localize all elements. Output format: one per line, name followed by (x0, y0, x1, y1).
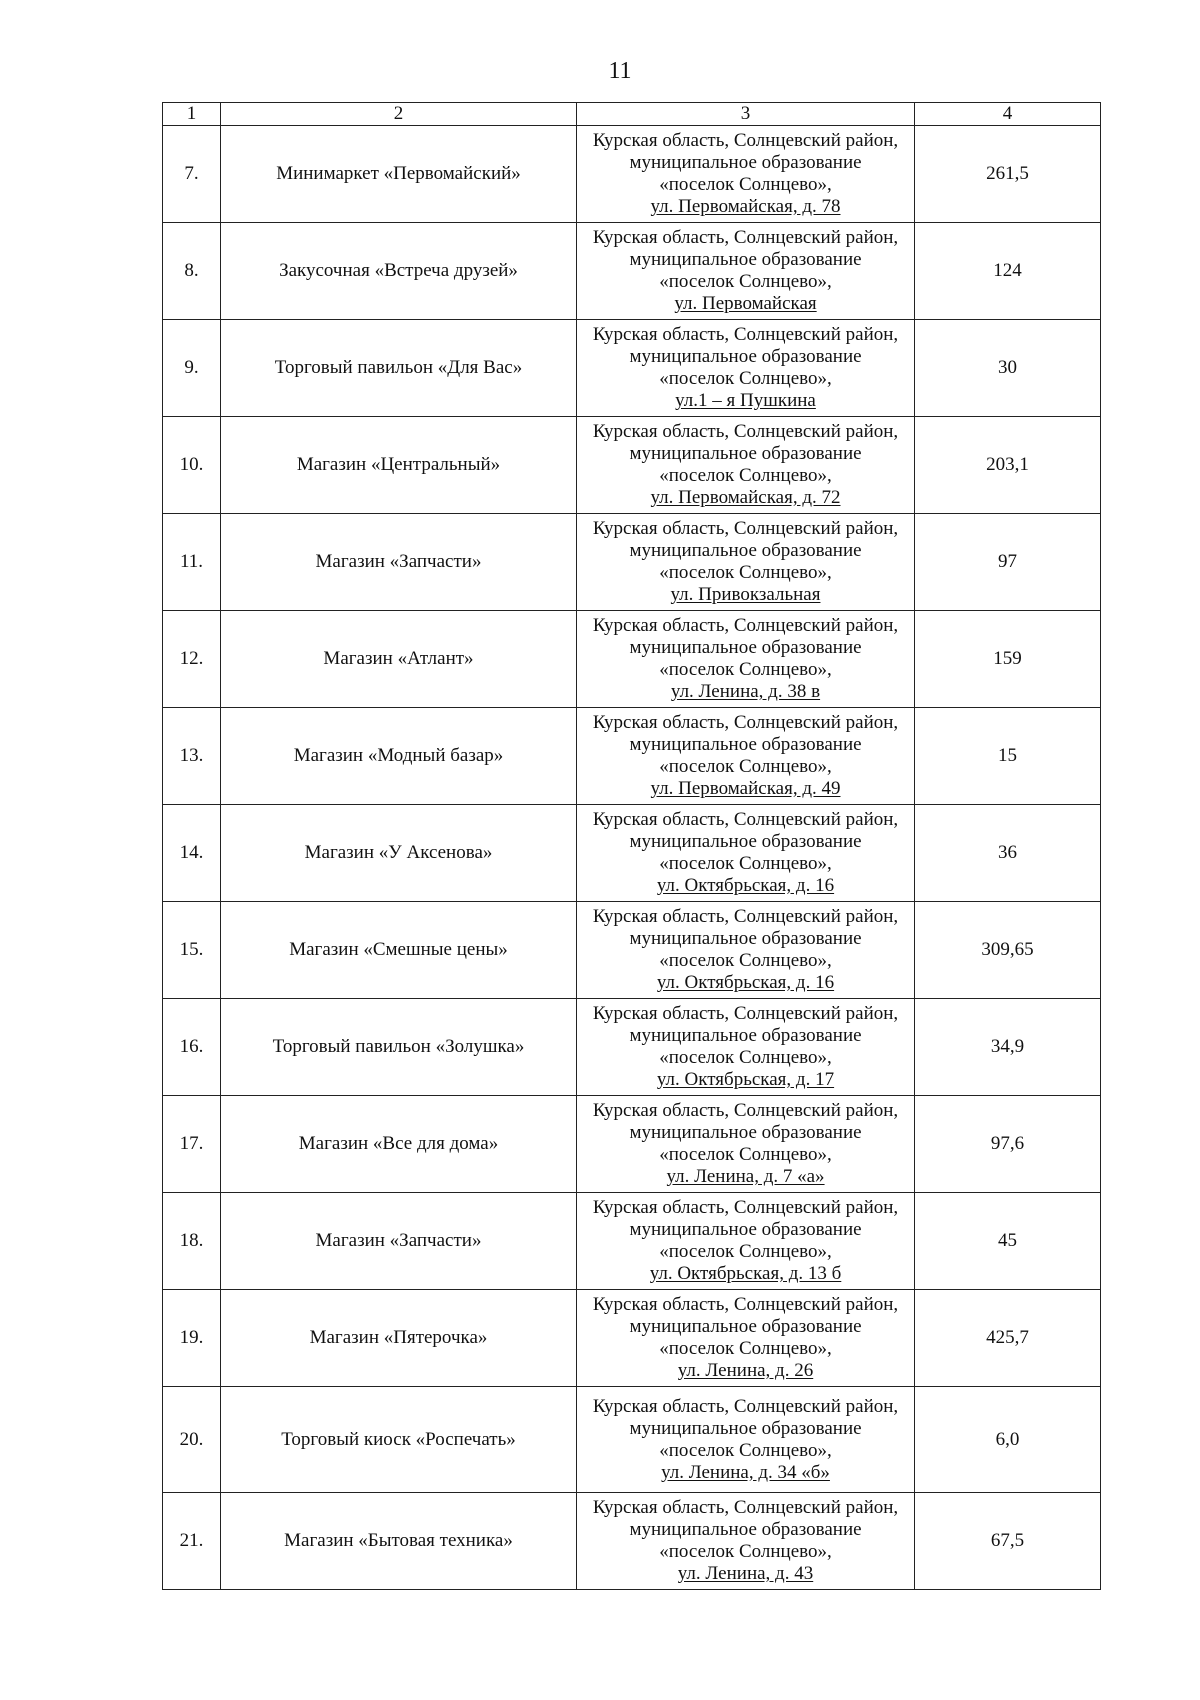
area-value: 34,9 (915, 999, 1101, 1096)
table-row (163, 1096, 1101, 1193)
address-line: Курская область, Солнцевский район, (592, 518, 899, 539)
area-value: 97,6 (915, 1096, 1101, 1193)
object-name: Магазин «Модный базар» (221, 708, 577, 805)
table-row (163, 417, 1101, 514)
object-address (577, 708, 915, 805)
object-address (577, 999, 915, 1096)
table-row (163, 999, 1101, 1096)
address-line: ул. Первомайская, д. 78 (650, 196, 841, 217)
header-row (163, 103, 1101, 126)
row-number: 12. (163, 611, 221, 708)
address-line: муниципальное образование (629, 1519, 862, 1540)
object-address (577, 1290, 915, 1387)
area-value: 203,1 (915, 417, 1101, 514)
object-name: Магазин «У Аксенова» (221, 805, 577, 902)
object-address (577, 611, 915, 708)
table-row (163, 514, 1101, 611)
address-line: Курская область, Солнцевский район, (592, 906, 899, 927)
object-name: Магазин «Запчасти» (221, 1193, 577, 1290)
object-address (577, 417, 915, 514)
address-line: ул. Ленина, д. 34 «б» (661, 1461, 830, 1483)
row-number: 18. (163, 1193, 221, 1290)
row-number: 21. (163, 1493, 221, 1590)
object-name: Магазин «Бытовая техника» (221, 1493, 577, 1590)
object-address (577, 514, 915, 611)
address-line: Курская область, Солнцевский район, (592, 421, 899, 442)
address-line: ул. Ленина, д. 38 в (670, 681, 821, 702)
row-number: 14. (163, 805, 221, 902)
area-value: 15 (915, 708, 1101, 805)
table-row (163, 611, 1101, 708)
row-number: 7. (163, 126, 221, 223)
table-row (163, 1387, 1101, 1493)
row-number: 17. (163, 1096, 221, 1193)
object-name: Магазин «Центральный» (221, 417, 577, 514)
object-name: Магазин «Запчасти» (221, 514, 577, 611)
address-line: муниципальное образование (629, 1122, 862, 1143)
address-line: ул. Октябрьская, д. 13 б (649, 1263, 842, 1284)
row-number: 11. (163, 514, 221, 611)
address-line: Курская область, Солнцевский район, (592, 227, 899, 248)
address-line: муниципальное образование (629, 1417, 862, 1439)
address-line: Курская область, Солнцевский район, (592, 1395, 899, 1417)
table-row (163, 1290, 1101, 1387)
object-name: Торговый павильон «Для Вас» (221, 320, 577, 417)
address-line: муниципальное образование (629, 928, 862, 949)
address-line: муниципальное образование (629, 831, 862, 852)
object-address (577, 223, 915, 320)
address-line: Курская область, Солнцевский район, (592, 324, 899, 345)
table-row (163, 805, 1101, 902)
address-line: «поселок Солнцево», (659, 1439, 832, 1461)
object-name: Минимаркет «Первомайский» (221, 126, 577, 223)
address-line: муниципальное образование (629, 346, 862, 367)
address-line: Курская область, Солнцевский район, (592, 1100, 899, 1121)
address-line: ул. Первомайская, д. 49 (650, 778, 841, 799)
address-line: муниципальное образование (629, 734, 862, 755)
address-line: ул. Ленина, д. 26 (677, 1360, 814, 1381)
address-line: муниципальное образование (629, 443, 862, 464)
address-line: «поселок Солнцево», (659, 271, 832, 292)
address-line: «поселок Солнцево», (659, 1047, 832, 1068)
address-line: ул.1 – я Пушкина (675, 390, 816, 411)
address-line: «поселок Солнцево», (659, 853, 832, 874)
address-line: «поселок Солнцево», (659, 1144, 832, 1165)
address-line: «поселок Солнцево», (659, 659, 832, 680)
row-number: 10. (163, 417, 221, 514)
address-line: Курская область, Солнцевский район, (592, 1294, 899, 1315)
area-value: 30 (915, 320, 1101, 417)
page-number: 11 (608, 58, 632, 84)
address-line: ул. Первомайская (674, 293, 817, 314)
object-name: Магазин «Пятерочка» (221, 1290, 577, 1387)
address-line: ул. Октябрьская, д. 17 (656, 1069, 835, 1090)
address-line: «поселок Солнцево», (659, 1241, 832, 1262)
object-name: Закусочная «Встреча друзей» (221, 223, 577, 320)
address-line: муниципальное образование (629, 1316, 862, 1337)
header-col-2: 2 (221, 103, 577, 126)
address-line: Курская область, Солнцевский район, (592, 1197, 899, 1218)
area-value: 261,5 (915, 126, 1101, 223)
address-line: «поселок Солнцево», (659, 756, 832, 777)
address-line: Курская область, Солнцевский район, (592, 130, 899, 151)
table-row (163, 1193, 1101, 1290)
address-line: «поселок Солнцево», (659, 950, 832, 971)
address-line: Курская область, Солнцевский район, (592, 1003, 899, 1024)
address-line: ул. Привокзальная (670, 584, 821, 605)
address-line: муниципальное образование (629, 637, 862, 658)
object-address (577, 320, 915, 417)
table-row (163, 126, 1101, 223)
address-line: Курская область, Солнцевский район, (592, 712, 899, 733)
object-name: Магазин «Атлант» (221, 611, 577, 708)
row-number: 20. (163, 1387, 221, 1493)
address-line: ул. Первомайская, д. 72 (650, 487, 841, 508)
address-line: Курская область, Солнцевский район, (592, 1497, 899, 1518)
address-line: Курская область, Солнцевский район, (592, 809, 899, 830)
address-line: «поселок Солнцево», (659, 562, 832, 583)
object-address (577, 1493, 915, 1590)
row-number: 19. (163, 1290, 221, 1387)
registry-table (162, 102, 1101, 1590)
header-col-3: 3 (577, 103, 915, 126)
area-value: 97 (915, 514, 1101, 611)
area-value: 45 (915, 1193, 1101, 1290)
address-line: Курская область, Солнцевский район, (592, 615, 899, 636)
object-name: Торговый павильон «Золушка» (221, 999, 577, 1096)
address-line: «поселок Солнцево», (659, 368, 832, 389)
row-number: 9. (163, 320, 221, 417)
object-address (577, 1096, 915, 1193)
address-line: муниципальное образование (629, 152, 862, 173)
area-value: 36 (915, 805, 1101, 902)
object-name: Торговый киоск «Роспечать» (221, 1387, 577, 1493)
table-row (163, 708, 1101, 805)
address-line: «поселок Солнцево», (659, 1338, 832, 1359)
address-line: ул. Ленина, д. 7 «а» (666, 1166, 825, 1187)
row-number: 8. (163, 223, 221, 320)
object-address (577, 1193, 915, 1290)
table-header (163, 103, 1101, 126)
address-line: ул. Октябрьская, д. 16 (656, 972, 835, 993)
address-line: «поселок Солнцево», (659, 1541, 832, 1562)
address-line: «поселок Солнцево», (659, 465, 832, 486)
object-name: Магазин «Смешные цены» (221, 902, 577, 999)
address-line: муниципальное образование (629, 540, 862, 561)
row-number: 16. (163, 999, 221, 1096)
area-value: 309,65 (915, 902, 1101, 999)
row-number: 13. (163, 708, 221, 805)
table-body (163, 126, 1101, 1590)
address-line: «поселок Солнцево», (659, 174, 832, 195)
object-address (577, 902, 915, 999)
header-col-1: 1 (163, 103, 221, 126)
table-row (163, 223, 1101, 320)
table-row (163, 1493, 1101, 1590)
address-line: муниципальное образование (629, 1219, 862, 1240)
object-address (577, 1387, 915, 1493)
object-name: Магазин «Все для дома» (221, 1096, 577, 1193)
area-value: 425,7 (915, 1290, 1101, 1387)
address-line: ул. Октябрьская, д. 16 (656, 875, 835, 896)
area-value: 159 (915, 611, 1101, 708)
table-row (163, 320, 1101, 417)
address-line: муниципальное образование (629, 1025, 862, 1046)
area-value: 6,0 (915, 1387, 1101, 1493)
area-value: 124 (915, 223, 1101, 320)
address-line: ул. Ленина, д. 43 (677, 1563, 814, 1584)
header-col-4: 4 (915, 103, 1101, 126)
address-line: муниципальное образование (629, 249, 862, 270)
object-address (577, 805, 915, 902)
table-row (163, 902, 1101, 999)
object-address (577, 126, 915, 223)
row-number: 15. (163, 902, 221, 999)
area-value: 67,5 (915, 1493, 1101, 1590)
